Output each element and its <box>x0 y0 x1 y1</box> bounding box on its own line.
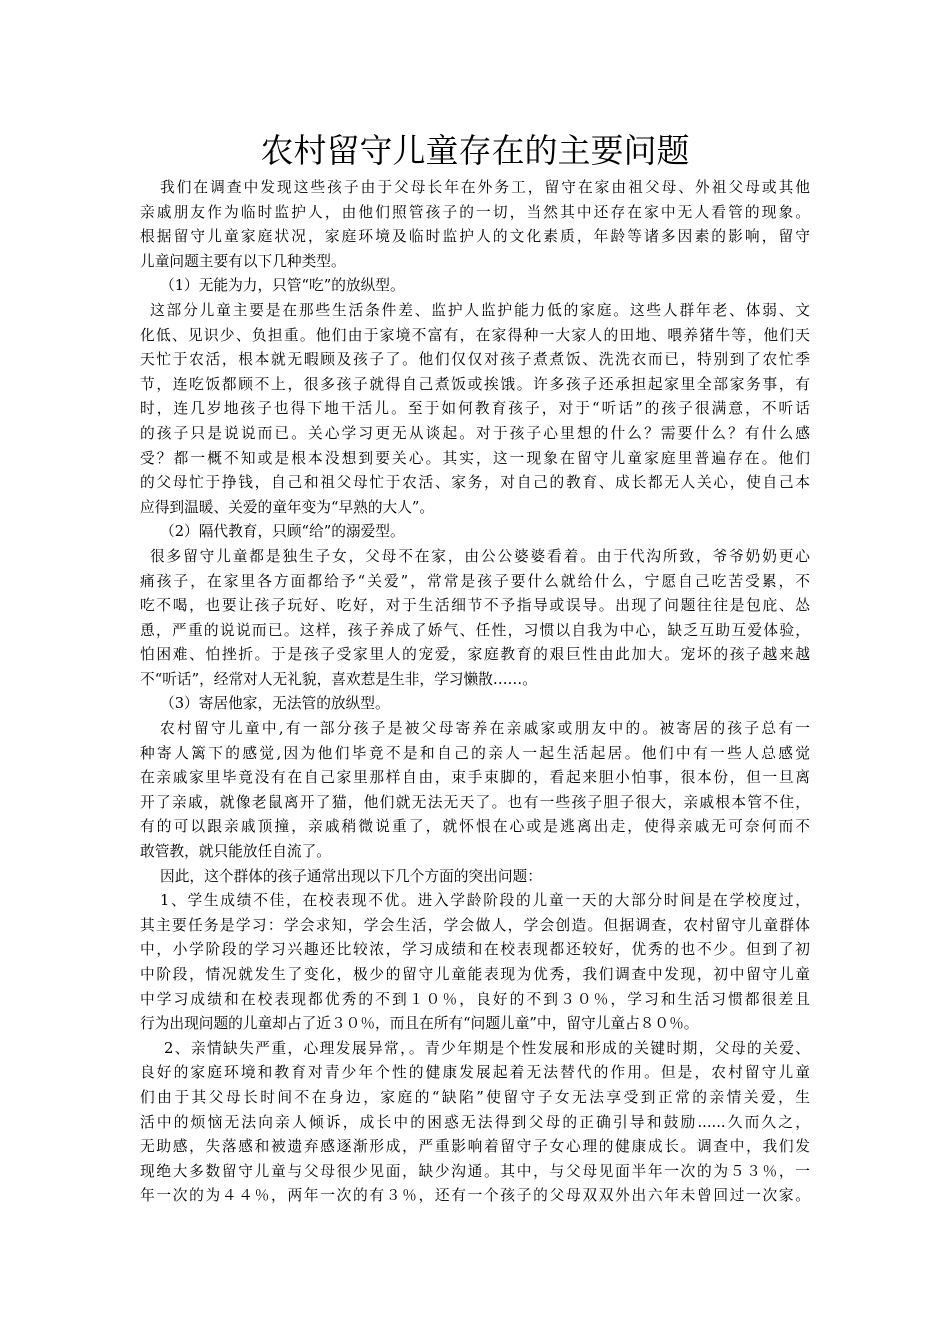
text-line: 开了亲戚，就像老鼠离开了猫，他们就无法无天了。也有一些孩子胆子很大，亲戚根本管不住， <box>140 793 810 811</box>
text-line: 中学习成绩和在校表现都优秀的不到１０％，良好的不到３０％，学习和生活习惯都很差且 <box>140 990 810 1008</box>
text-line: 中阶段，情况就发生了变化，极少的留守儿童能表现为优秀，我们调查中发现，初中留守儿童 <box>140 966 810 983</box>
text-line: 现绝大多数留守儿童与父母很少见面，缺少沟通。其中，与父母见面半年一次的为５３％，一 <box>140 1162 810 1180</box>
text-line: 年一次的为４４％，两年一次的有３％，还有一个孩子的父母双双外出六年未曾回过一次家。 <box>140 1187 810 1205</box>
text-line: 敢管教，就只能放任自流了。 <box>140 843 331 861</box>
text-line: 1、学生成绩不佳，在校表现不优。进入学龄阶段的儿童一天的大部分时间是在学校度过， <box>160 892 810 910</box>
text-line: 天忙于农活，根本就无暇顾及孩子了。他们仅仅对孩子煮煮饭、洗洗衣而已，特别到了农忙季 <box>140 351 810 369</box>
text-line: （2）隔代教育，只顾“给”的溺爱型。 <box>160 523 405 541</box>
text-line: 亲戚朋友作为临时监护人，由他们照管孩子的一切，当然其中还存在家中无人看管的现象。 <box>140 203 810 221</box>
text-line: 在亲戚家里毕竟没有在自己家里那样自由，束手束脚的，看起来胆小怕事，很本份，但一旦离 <box>140 769 810 787</box>
text-line: 这部分儿童主要是在那些生活条件差、监护人监护能力低的家庭。这些人群年老、体弱、文 <box>150 301 810 319</box>
text-line: 应得到温暖、关爱的童年变为“早熟的大人”。 <box>140 498 435 516</box>
text-line: 有的可以跟亲戚顶撞，亲戚稍微说重了，就怀恨在心或是逃离出走，使得亲戚无可奈何而不 <box>140 818 810 836</box>
text-line: 吃不喝，也要让孩子玩好、吃好，对于生活细节不予指导或误导。出现了问题往往是包庇、怂 <box>140 597 810 615</box>
text-line: 其主要任务是学习：学会求知，学会生活，学会做人，学会创造。但据调查，农村留守儿童群体 <box>140 916 810 934</box>
text-line: 农村留守儿童中,有一部分孩子是被父母寄养在亲戚家或朋友中的。被寄居的孩子总有一 <box>160 720 810 738</box>
text-line: 的孩子只是说说而已。关心学习更无从谈起。对于孩子心里想的什么？需要什么？有什么感 <box>140 424 810 442</box>
text-line: 节，连吃饭都顾不上，很多孩子就得自己煮饭或挨饿。许多孩子还承担起家里全部家务事，有 <box>140 375 810 393</box>
text-line: （3）寄居他家，无法管的放纵型。 <box>160 695 390 713</box>
text-line: 中，小学阶段的学习兴趣还比较浓，学习成绩和在校表现都还较好，优秀的也不少。但到了初 <box>140 941 810 959</box>
text-line: （1）无能为力，只管“吃”的放纵型。 <box>160 277 405 295</box>
text-line: 良好的家庭环境和教育对青少年个性的健康发展起着无法替代的作用。但是，农村留守儿童 <box>140 1064 810 1082</box>
text-line: 痛孩子，在家里各方面都给予“关爱”，常常是孩子要什么就给什么，宁愿自己吃苦受累，不 <box>140 572 810 590</box>
text-line: 种寄人篱下的感觉,因为他们毕竟不是和自己的亲人一起生活起居。他们中有一些人总感觉 <box>140 744 810 762</box>
text-line: 的父母忙于挣钱，自己和祖父母忙于农活、家务，对自己的教育、成长都无人关心，使自己本 <box>140 474 810 492</box>
text-line: 化低、见识少、负担重。他们由于家境不富有，在家得种一大家人的田地、喂养猪牛等，他们天 <box>140 326 810 344</box>
text-line: 很多留守儿童都是独生子女，父母不在家，由公公婆婆看着。由于代沟所致，爷爷奶奶更心 <box>150 547 810 565</box>
text-line: 2、亲情缺失严重，心理发展异常，。青少年期是个性发展和形成的关键时期，父母的关爱、 <box>164 1039 810 1057</box>
text-line: 行为出现问题的儿童却占了近３０％，而且在所有“问题儿童”中，留守儿童占８０％。 <box>140 1015 699 1033</box>
document-body <box>140 176 810 1209</box>
text-line: 不“听话”，经常对人无礼貌，喜欢惹是生非，学习懒散……。 <box>140 670 537 688</box>
text-line: 根据留守儿童家庭状况，家庭环境及临时监护人的文化素质，年龄等诸多因素的影响，留守 <box>140 228 810 246</box>
text-line: 无助感，失落感和被遗弃感逐渐形成，严重影响着留守子女心理的健康成长。调查中，我们发 <box>140 1138 810 1156</box>
text-line: 受？都一概不知或是根本没想到要关心。其实，这一现象在留守儿童家庭里普遍存在。他们 <box>140 449 810 467</box>
text-line: 儿童问题主要有以下几种类型。 <box>140 252 346 270</box>
document-title: 农村留守儿童存在的主要问题 <box>260 131 690 170</box>
text-line: 怕困难、怕挫折。于是孩子受家里人的宠爱，家庭教育的艰巨性由此加大。宠坏的孩子越来越 <box>140 646 810 664</box>
text-line: 因此，这个群体的孩子通常出现以下几个方面的突出问题： <box>160 867 542 885</box>
text-line: 我们在调查中发现这些孩子由于父母长年在外务工，留守在家由祖父母、外祖父母或其他 <box>160 179 810 196</box>
text-line: 时，连几岁地孩子也得下地干活儿。至于如何教育孩子，对于“听话”的孩子很满意，不听话 <box>140 400 810 418</box>
text-line: 恿，严重的说说而已。这样，孩子养成了娇气、任性，习惯以自我为中心，缺乏互助互爱体验， <box>140 621 810 639</box>
text-line: 们由于其父母长时间不在身边，家庭的“缺陷”使留守子女无法享受到正常的亲情关爱，生 <box>140 1088 810 1106</box>
text-line: 活中的烦恼无法向亲人倾诉，成长中的困惑无法得到父母的正确引导和鼓励......久而久之， <box>140 1113 810 1131</box>
